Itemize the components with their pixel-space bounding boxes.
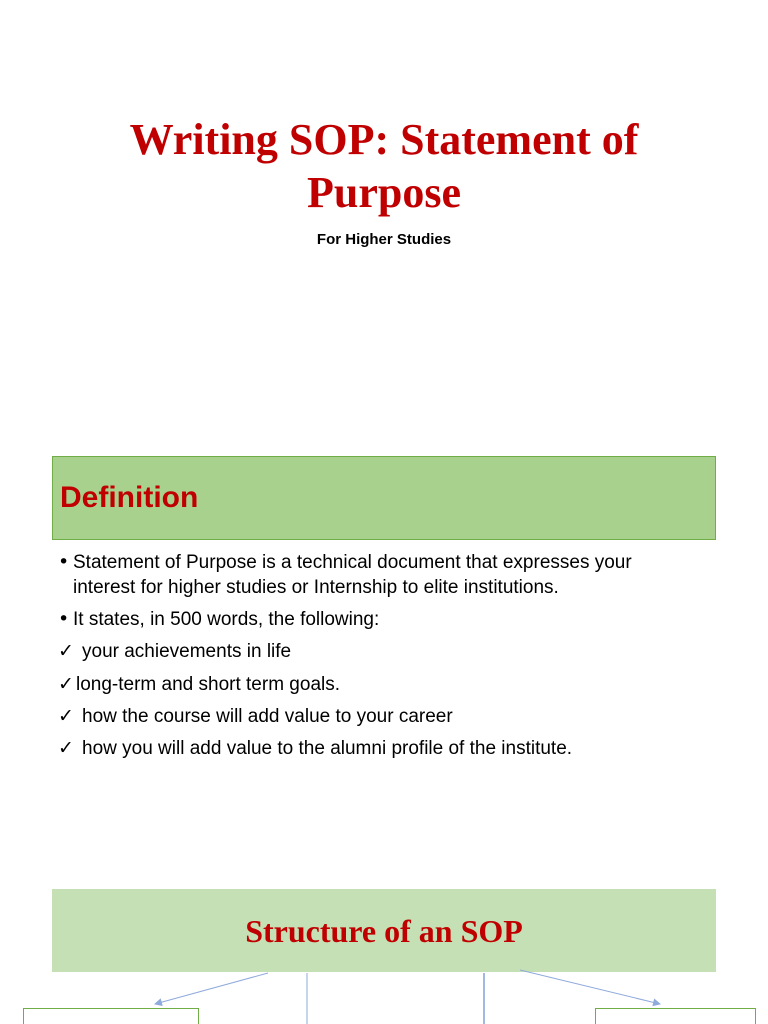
bullet-marker: • <box>58 608 70 630</box>
list-item-text: Statement of Purpose is a technical document that expresses your interest for higher studies or Internship to elite institutions. <box>73 552 632 598</box>
structure-heading: Structure of an SOP <box>245 913 523 949</box>
connector-arrow-right <box>520 970 660 1004</box>
definition-header-box <box>52 456 716 540</box>
definition-heading: Definition <box>60 481 199 514</box>
connector-arrow-left <box>155 973 268 1004</box>
structure-child-box-right <box>595 1008 756 1024</box>
list-item-text: long-term and short term goals. <box>76 674 341 695</box>
list-item <box>58 736 572 761</box>
checkmark-icon: ✓ <box>58 737 74 759</box>
bullet-marker: • <box>58 551 70 573</box>
checkmark-icon: ✓ <box>58 705 74 727</box>
checkmark-icon: ✓ <box>58 640 74 662</box>
list-item-text: It states, in 500 words, the following: <box>73 609 380 630</box>
list-item-text: how the course will add value to your career <box>82 706 453 727</box>
list-item <box>58 704 453 729</box>
list-item <box>58 607 673 632</box>
page-title: Writing SOP: Statement of Purpose <box>129 115 639 217</box>
structure-child-box-left <box>23 1008 199 1024</box>
checkmark-icon: ✓ <box>58 673 74 695</box>
list-item <box>58 672 340 697</box>
list-item <box>58 550 673 600</box>
page-subtitle: For Higher Studies <box>316 231 452 248</box>
list-item <box>58 639 291 664</box>
list-item-text: your achievements in life <box>82 641 292 662</box>
structure-header-box <box>52 889 716 972</box>
list-item-text: how you will add value to the alumni profile of the institute. <box>82 738 573 759</box>
